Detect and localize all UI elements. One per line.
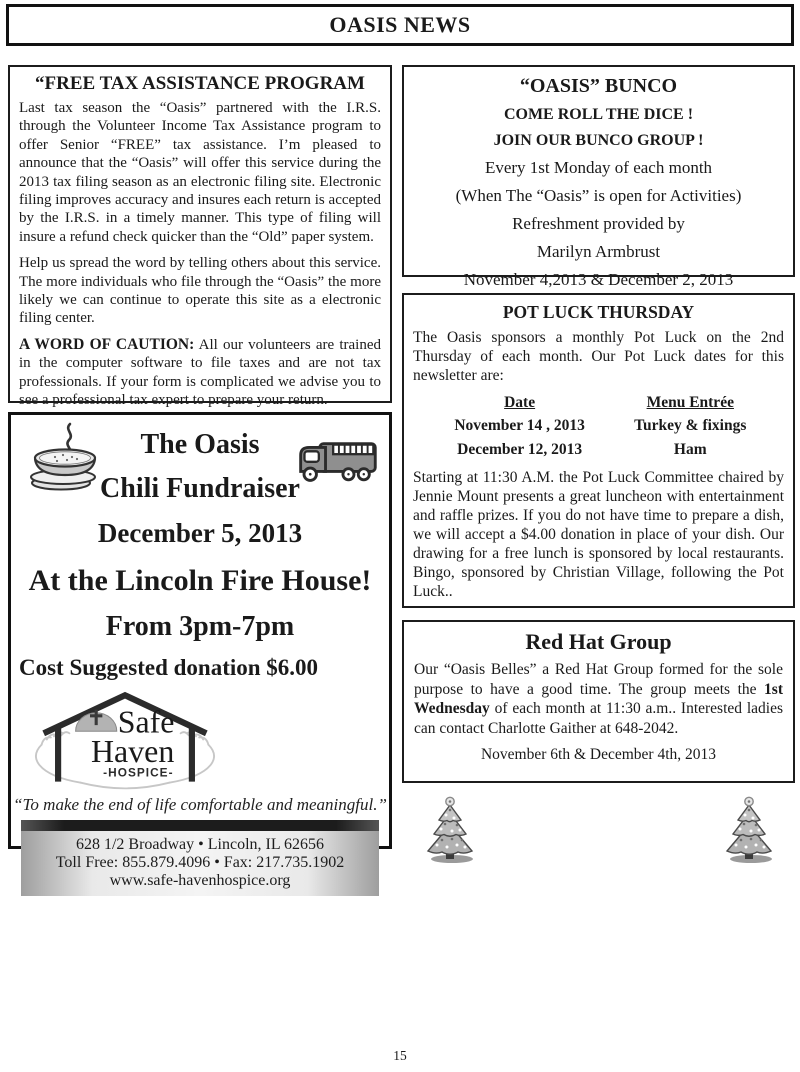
potluck-article (402, 293, 795, 608)
potluck-date-1: November 14 , 2013 (454, 417, 585, 434)
address-phone: Toll Free: 855.879.4096 • Fax: 217.735.1902 (55, 854, 345, 871)
chili-fundraiser-flyer (8, 412, 392, 889)
bunco-tagline-2: JOIN OUR BUNCO GROUP ! (493, 132, 704, 149)
tax-caution-paragraph (19, 336, 381, 410)
potluck-menu-1: Turkey & fixings (634, 417, 747, 434)
bunco-condition: (When The “Oasis” is open for Activities) (455, 186, 742, 205)
redhat-text-before: Our “Oasis Belles” a Red Hat Group formed for the sole purpose to have a good time. The group meets the (414, 661, 783, 698)
tax-paragraph-2: Help us spread the word by telling others about this service. The more individuals who file through the “Oasis” the more likely we can continue to operate this site as a electronic filing center. (19, 255, 381, 327)
chili-time: From 3pm-7pm (105, 611, 295, 643)
hospice-address-block (21, 820, 379, 896)
masthead (6, 4, 794, 46)
bunco-article (402, 65, 795, 289)
chili-title-line1: The Oasis (140, 429, 260, 460)
potluck-table (428, 392, 769, 462)
tree-decorations (402, 783, 795, 870)
redhat-paragraph (414, 660, 783, 738)
address-website: www.safe-havenhospice.org (109, 872, 291, 889)
chili-cost: Cost Suggested donation $6.00 (19, 655, 319, 681)
tax-assistance-article (8, 65, 392, 409)
left-column (8, 65, 392, 889)
fire-truck-icon (293, 431, 381, 490)
christmas-tree-icon (418, 795, 482, 870)
table-row (428, 438, 769, 462)
potluck-menu-2: Ham (673, 441, 707, 458)
tax-article-heading: “FREE TAX ASSISTANCE PROGRAM (35, 73, 365, 94)
christmas-tree-icon (717, 795, 781, 870)
safe-haven-logo (27, 687, 223, 793)
tax-paragraph-1: Last tax season the “Oasis” partnered with the I.R.S. through the Volunteer Income Tax Assistance program to offer Senior “FREE” tax assistance. I’m pleased to announce that the “Oasis” will offer this service during the 2013 tax filing season as an electronic filing site. Electronic filing improves accuracy and insures each return is accepted by the I.R.S. in a timely manner. This type of filing will insure a refund check quicker than the “Old” paper system. (19, 100, 381, 245)
bunco-heading: “OASIS” BUNCO (519, 75, 678, 97)
chili-location: At the Lincoln Fire House! (28, 563, 372, 597)
table-row (428, 414, 769, 438)
hospice-tagline: “To make the end of life comfortable and meaningful.” (13, 795, 387, 814)
bunco-schedule: Every 1st Monday of each month (484, 158, 713, 177)
bunco-tagline-1: COME ROLL THE DICE ! (503, 106, 694, 123)
redhat-heading: Red Hat Group (525, 629, 672, 654)
bunco-refreshment: Refreshment provided by (512, 214, 685, 233)
redhat-text-after: of each month at 11:30 a.m.. Interested ladies can contact Charlotte Gaither at 648-2042. (414, 700, 783, 737)
potluck-date-2: December 12, 2013 (457, 441, 583, 458)
redhat-dates: November 6th & December 4th, 2013 (480, 746, 717, 763)
potluck-details: Starting at 11:30 A.M. the Pot Luck Committee chaired by Jennie Mount presents a great luncheon with entertainment and raffle prizes. If you do not have time to prepare a dish, we will accept a $4.00 donation in place of your dish. Our drawing for a free lunch is sponsored by local restaurants. Bingo, sponsored by Christian Village, following the Pot Luck.. (413, 469, 784, 600)
logo-sub-hospice: -HOSPICE- (103, 765, 174, 780)
page-title: OASIS NEWS (329, 12, 471, 37)
address-dark-bar (21, 820, 379, 831)
chili-date: December 5, 2013 (97, 518, 303, 548)
logo-word-haven: Haven (91, 734, 175, 770)
potluck-intro: The Oasis sponsors a monthly Pot Luck on the 2nd Thursday of each month. Our Pot Luck dates for this newsletter are: (413, 329, 784, 384)
soup-bowl-icon (19, 421, 111, 498)
redhat-text-bold: 1st Wednesday (414, 680, 783, 717)
bunco-host: Marilyn Armbrust (536, 242, 661, 261)
potluck-heading: POT LUCK THURSDAY (502, 302, 695, 322)
potluck-col-menu: Menu Entrée (646, 394, 734, 411)
caution-lead: A WORD OF CAUTION: (19, 335, 195, 353)
caution-text: All our volunteers are trained in the computer software to file taxes and are not tax professionals. If your form is complicated we advise you to see a professional tax expert to prepare your return. (19, 336, 381, 409)
bunco-dates: November 4,2013 & December 2, 2013 (463, 270, 734, 289)
redhat-article (402, 620, 795, 783)
page-number: 15 (393, 1048, 407, 1063)
right-column (402, 65, 795, 870)
chili-title-line2: Chili Fundraiser (100, 473, 300, 504)
potluck-col-date: Date (504, 394, 536, 411)
address-street: 628 1/2 Broadway • Lincoln, IL 62656 (75, 836, 325, 853)
logo-word-safe: Safe (117, 704, 175, 740)
